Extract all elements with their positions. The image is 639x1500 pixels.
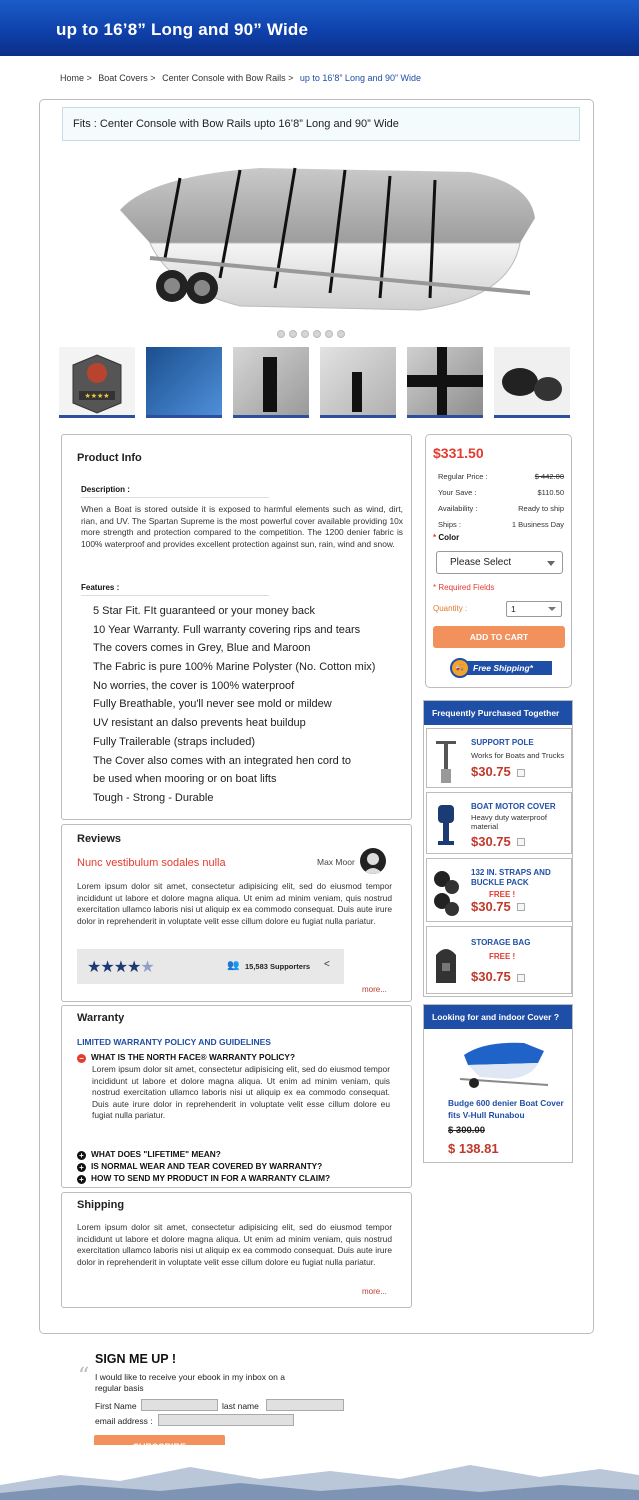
svg-text:★★★★: ★★★★ xyxy=(84,392,110,400)
carousel-dot[interactable] xyxy=(313,330,321,338)
first-name-input[interactable] xyxy=(141,1399,218,1411)
fp-name[interactable]: BOAT MOTOR COVER xyxy=(471,802,556,811)
users-icon: 👥 xyxy=(227,960,240,971)
fp-name[interactable]: STORAGE BAG xyxy=(471,938,531,947)
storage-bag-icon xyxy=(432,939,460,989)
availability-label: Availability : xyxy=(438,504,478,513)
fp-free-label: FREE ! xyxy=(489,952,516,961)
fp-item-storage-bag[interactable] xyxy=(426,926,572,994)
spartan-badge-icon xyxy=(59,347,135,418)
user-avatar-icon xyxy=(360,848,386,874)
carousel-dot[interactable] xyxy=(325,330,333,338)
expand-icon[interactable]: + xyxy=(77,1163,86,1172)
expand-icon[interactable]: + xyxy=(77,1175,86,1184)
fp-checkbox[interactable] xyxy=(517,769,525,777)
first-name-label: First Name xyxy=(95,1401,137,1411)
reviews-panel xyxy=(61,824,412,1002)
product-info-title: Product Info xyxy=(77,452,142,464)
signup-text: I would like to receive your ebook in my inbox on a regular basis xyxy=(95,1372,285,1393)
feature-item: Tough - Strong - Durable xyxy=(93,791,214,804)
regular-price-row xyxy=(438,472,564,481)
fp-checkbox[interactable] xyxy=(517,974,525,982)
quantity-select[interactable] xyxy=(506,601,562,617)
star-icon: ★ xyxy=(113,959,128,976)
motor-cover-icon xyxy=(432,801,460,851)
free-shipping-badge xyxy=(450,658,552,676)
color-select[interactable] xyxy=(436,551,563,574)
signup-title: SIGN ME UP ! xyxy=(95,1352,177,1366)
star-icon: ★ xyxy=(100,959,114,976)
feature-item: 5 Star Fit. FIt guaranteed or your money back xyxy=(93,605,315,617)
thumbnail-cord[interactable] xyxy=(320,347,396,418)
supporters-count: 15,583 Supporters xyxy=(245,962,311,971)
warranty-answer: Lorem ipsum dolor sit amet, consectetur adipisicing elit, sed do eiusmod tempor incididunt ut labore et dolore magna aliqua. Ut enim ad minim veniam, quis nostrud exercitation ullamco laboris nisi ut aliquip ex ea commodo consequat. Duis aute irure dolor in reprehenderit in voluptate velit esse cillum dolore eu fugiat nulla pariatur. xyxy=(92,1064,390,1120)
review-author: Max Moor xyxy=(317,857,355,867)
fp-item-straps[interactable] xyxy=(426,858,572,922)
carousel-dot[interactable] xyxy=(289,330,297,338)
thumbnail-strip xyxy=(59,347,570,418)
indoor-cover-title: Looking for and indoor Cover ? xyxy=(424,1005,572,1029)
feature-item: Fully Breathable, you'll never see mold or mildew xyxy=(93,698,332,711)
indoor-boat-image[interactable] xyxy=(454,1035,554,1091)
features-list xyxy=(93,602,375,808)
add-to-cart-button[interactable]: ADD TO CART xyxy=(433,626,565,648)
chevron-down-icon xyxy=(547,561,555,566)
color-label: * Color xyxy=(433,533,460,542)
warranty-question-text: WHAT IS THE NORTH FACE® WARRANTY POLICY? xyxy=(91,1052,296,1062)
feature-item: The Cover also comes with an integrated hen cord to xyxy=(93,754,352,767)
carousel-dot[interactable] xyxy=(337,330,345,338)
warranty-question[interactable] xyxy=(77,1173,330,1184)
share-icon[interactable]: < xyxy=(324,959,330,970)
email-input[interactable] xyxy=(158,1414,294,1426)
shipping-panel xyxy=(61,1192,412,1308)
warranty-subtitle: LIMITED WARRANTY POLICY AND GUIDELINES xyxy=(77,1037,271,1047)
free-shipping-text: Free Shipping* xyxy=(458,661,552,675)
indoor-cover-old-price: $ 300.00 xyxy=(448,1125,485,1136)
warranty-question-open[interactable] xyxy=(77,1052,295,1063)
carousel-dots xyxy=(277,330,345,338)
fp-free-label: FREE ! xyxy=(489,890,516,899)
fp-subtitle: Works for Boats and Trucks xyxy=(471,751,565,760)
reviews-more-link[interactable]: more... xyxy=(362,985,387,994)
fits-banner: Fits : Center Console with Bow Rails upto 16’8” Long and 90” Wide xyxy=(62,107,580,141)
warranty-question[interactable] xyxy=(77,1149,221,1160)
description-text: When a Boat is stored outside it is exposed to harmful elements such as wind, dirt, rian, and UV. The Spartan Supreme is the most powerful cover available providing 10x more strength and protection compared to the competition. The 1200 denier fabric is 100% waterproof and provides excellent protection against sun, rain, wind and snow. xyxy=(81,504,403,549)
warranty-panel xyxy=(61,1005,412,1188)
fp-item-support-pole[interactable] xyxy=(426,728,572,788)
fp-name[interactable]: SUPPORT POLE xyxy=(471,738,534,747)
review-body: Lorem ipsum dolor sit amet, consectetur adipisicing elit, sed do eiusmod tempor incididunt ut labore et dolore magna aliqua. Ut enim ad minim veniam, quis nostrud exercitation ullamco laboris nisi ut aliquip ex ea commodo consequat. Duis aute irure dolor in reprehenderit in voluptate velit esse cillum dolore eu fugiat nulla pariatur. xyxy=(77,881,392,926)
rating-stars xyxy=(87,957,154,977)
star-half-icon: ★ xyxy=(140,959,154,976)
fp-item-motor-cover[interactable] xyxy=(426,792,572,854)
breadcrumb-home[interactable]: Home > xyxy=(60,73,92,83)
breadcrumb-center-console[interactable]: Center Console with Bow Rails > xyxy=(162,73,294,83)
warranty-question-text: IS NORMAL WEAR AND TEAR COVERED BY WARRANTY? xyxy=(91,1161,323,1171)
breadcrumb-current: up to 16’8” Long and 90” Wide xyxy=(299,73,421,83)
feature-item: UV resistant an dalso prevents heat buildup xyxy=(93,717,306,730)
fp-price: $30.75 xyxy=(471,834,511,849)
reviews-title: Reviews xyxy=(77,833,122,845)
quantity-value: 1 xyxy=(511,604,516,614)
warranty-question-text: HOW TO SEND MY PRODUCT IN FOR A WARRANTY CLAIM? xyxy=(91,1173,331,1183)
feature-item: The Fabric is pure 100% Marine Polyster (No. Cotton mix) xyxy=(93,661,376,674)
quantity-label: Quantity : xyxy=(433,604,468,613)
save-label: Your Save : xyxy=(438,488,477,497)
straps-icon xyxy=(432,867,460,917)
breadcrumb-boat-covers[interactable]: Boat Covers > xyxy=(98,73,156,83)
collapse-icon[interactable]: − xyxy=(77,1054,86,1063)
required-fields-note: * Required Fields xyxy=(433,583,495,592)
thumbnail-fabric[interactable] xyxy=(146,347,222,418)
thumbnail-buckle[interactable] xyxy=(233,347,309,418)
carousel-dot[interactable] xyxy=(277,330,285,338)
straps-pack-icon xyxy=(494,347,570,418)
thumbnail-straps-pack[interactable] xyxy=(494,347,570,418)
page-header xyxy=(0,0,639,56)
save-value: $110.50 xyxy=(537,488,564,497)
thumbnail-strap[interactable] xyxy=(407,347,483,418)
warranty-question-text: WHAT DOES "LIFETIME" MEAN? xyxy=(91,1149,221,1159)
indoor-cover-panel xyxy=(423,1004,573,1163)
buckle-icon xyxy=(233,347,309,418)
carousel-dot[interactable] xyxy=(301,330,309,338)
indoor-cover-name[interactable]: Budge 600 denier Boat Cover fits V-Hull Runabou xyxy=(448,1098,564,1120)
feature-item: The covers comes in Grey, Blue and Maroon xyxy=(93,642,311,655)
boat-hero-image xyxy=(90,148,550,338)
frequently-purchased-panel xyxy=(423,700,573,997)
features-heading: Features : xyxy=(81,583,269,596)
thumbnail-badge[interactable] xyxy=(59,347,135,418)
feature-item: No worries, the cover is 100% waterproof xyxy=(93,679,295,692)
fp-price: $30.75 xyxy=(471,899,511,914)
frequently-purchased-title: Frequently Purchased Together xyxy=(424,701,572,725)
color-select-value: Please Select xyxy=(450,557,512,568)
avatar xyxy=(360,848,386,874)
regular-price-value: $ 442.00 xyxy=(534,472,564,481)
regular-price-label: Regular Price : xyxy=(438,472,488,481)
support-pole-icon xyxy=(432,737,460,787)
save-row xyxy=(438,488,564,497)
warranty-title: Warranty xyxy=(77,1012,125,1024)
star-icon: ★ xyxy=(127,959,141,976)
last-name-label: last name xyxy=(222,1401,259,1411)
fp-checkbox[interactable] xyxy=(517,838,525,846)
availability-row xyxy=(438,504,564,513)
shipping-more-link[interactable]: more... xyxy=(362,1287,387,1296)
review-rating-bar xyxy=(77,949,344,984)
current-price: $331.50 xyxy=(433,445,484,461)
product-info-panel xyxy=(61,434,412,820)
feature-item: be used when mooring or on boat lifts xyxy=(93,773,277,786)
chevron-down-icon xyxy=(548,607,556,611)
fp-checkbox[interactable] xyxy=(517,903,525,911)
buy-box xyxy=(425,434,572,688)
truck-icon: 🚚 xyxy=(450,658,470,678)
ships-row xyxy=(438,520,564,529)
color-label-text: Color xyxy=(438,533,460,542)
fp-name[interactable]: 132 IN. STRAPS AND BUCKLE PACK xyxy=(471,868,551,887)
fp-price: $30.75 xyxy=(471,764,511,779)
strap-icon xyxy=(407,347,483,418)
ships-value: 1 Business Day xyxy=(511,520,564,529)
warranty-question[interactable] xyxy=(77,1161,322,1172)
footer-mountains xyxy=(0,1445,639,1500)
email-label: email address : xyxy=(95,1416,153,1426)
breadcrumb xyxy=(60,73,425,83)
fp-price: $30.75 xyxy=(471,969,511,984)
review-headline: Nunc vestibulum sodales nulla xyxy=(77,857,226,869)
last-name-input[interactable] xyxy=(266,1399,344,1411)
description-heading: Description : xyxy=(81,485,269,498)
indoor-cover-new-price: $ 138.81 xyxy=(448,1141,499,1156)
cord-icon xyxy=(320,347,396,418)
expand-icon[interactable]: + xyxy=(77,1151,86,1160)
feature-item: Fully Trailerable (straps included) xyxy=(93,735,256,748)
shipping-title: Shipping xyxy=(77,1199,125,1211)
star-icon: ★ xyxy=(87,959,101,976)
page-title: up to 16’8” Long and 90” Wide xyxy=(56,20,309,39)
shipping-body: Lorem ipsum dolor sit amet, consectetur adipisicing elit, sed do eiusmod tempor incididunt ut labore et dolore magna aliqua. Ut enim ad minim veniam, quis nostrud exercitation ullamco laboris nisi ut aliquip ex ea commodo consequat. Duis aute irure dolor in reprehenderit in voluptate velit esse cillum dolore eu fugiat nulla pariatur. xyxy=(77,1222,392,1267)
ships-label: Ships : xyxy=(438,520,461,529)
feature-item: 10 Year Warranty. Full warranty covering rips and tears xyxy=(93,623,361,636)
quote-icon: “ xyxy=(78,1364,90,1389)
fp-subtitle: Heavy duty waterproof material xyxy=(471,813,547,831)
availability-value: Ready to ship xyxy=(518,504,564,513)
